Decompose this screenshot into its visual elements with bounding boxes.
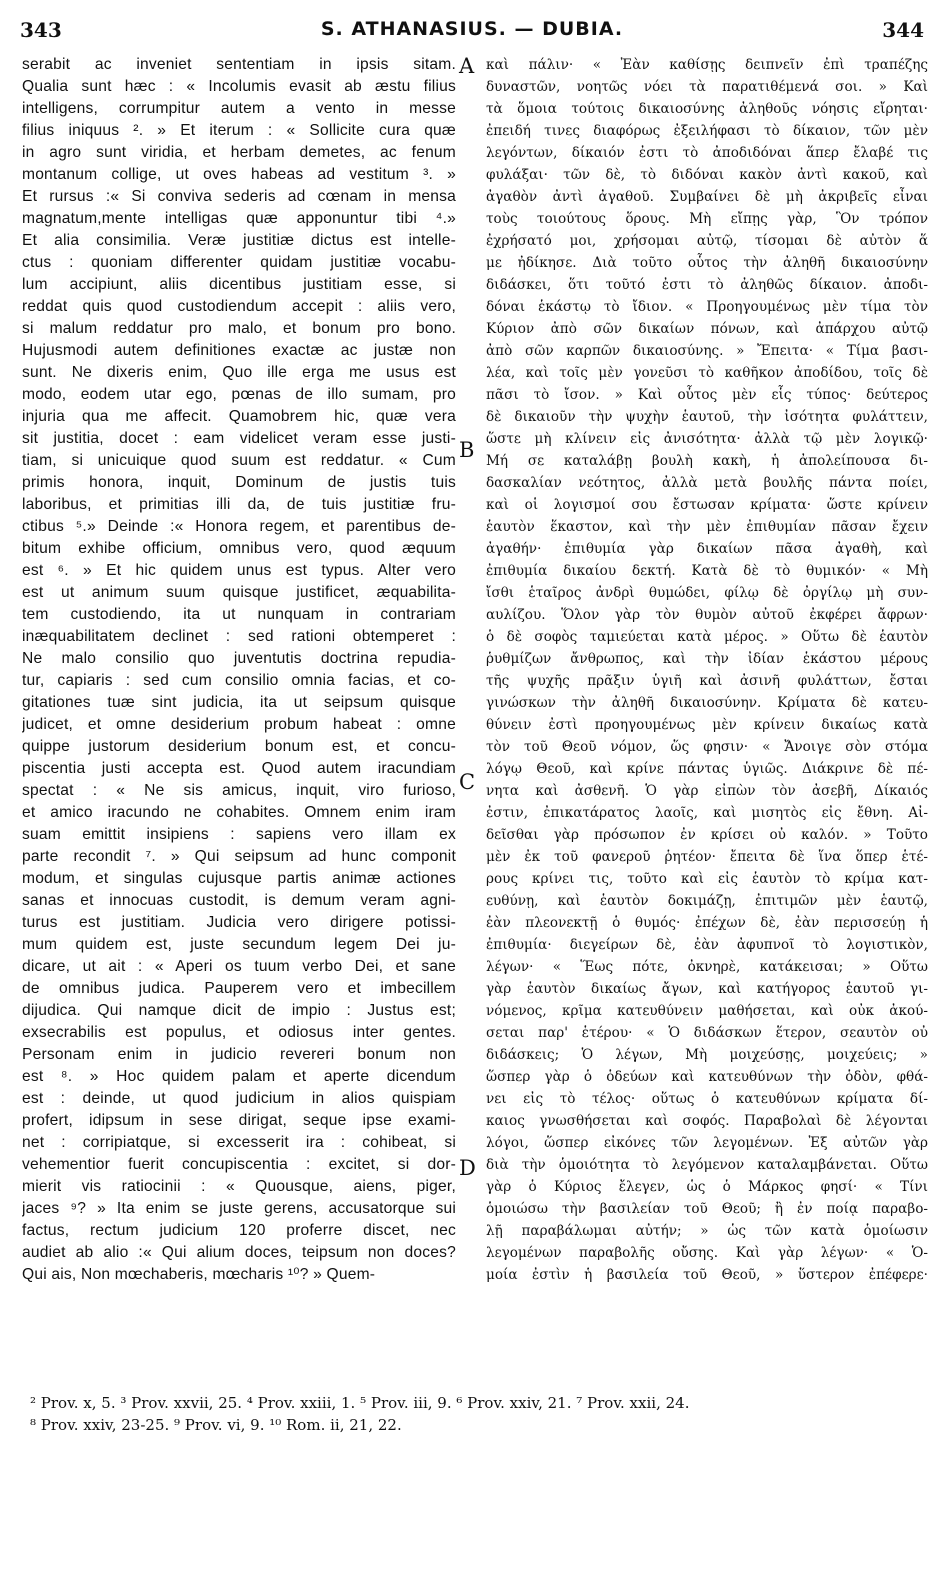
greek-text-line: ὥστε μὴ κλίνειν εἰς ἀνισότητα· ἀλλὰ τῷ μὲν λογικῷ· [486, 431, 928, 447]
latin-text-line: sanas et innocuas custodit, is demum veram agni- [22, 892, 456, 909]
latin-text-line: injuria qua me affecit. Quamobrem hic, quæ vera [22, 408, 456, 425]
latin-text-line: quippe justorum desiderium bonum est, et concu- [22, 738, 456, 755]
latin-text-line: in agro sunt viridia, et herbam demetes, ac fenum [22, 144, 456, 161]
footnote-line: ⁸ Prov. xxiv, 23-25. ⁹ Prov. vi, 9. ¹⁰ Rom. ii, 21, 22. [30, 1416, 402, 1434]
latin-text-line: ctibus ⁵.» Deinde :« Honora regem, et parentibus de- [22, 518, 456, 535]
latin-text-line: Qui ais, Non mœchaberis, mœcharis ¹⁰? » Quem- [22, 1266, 376, 1283]
latin-text-line: mum quidem est, juste secundum legem Dei ju- [22, 936, 456, 953]
latin-text-line: filius iniquus ². » Et iterum : « Sollicite cura quæ [22, 122, 456, 139]
latin-text-line: net : corripiatque, si excesserit ira : cohibeat, si [22, 1134, 456, 1151]
latin-text-line: Qualia sunt hæc : « Incolumis evasit ab æstu filius [22, 78, 456, 95]
greek-text-line: λέγων· « Ἕως πότε, ὀκνηρὲ, κατάκεισαι; » Οὕτω [486, 959, 928, 975]
greek-text-line: λεγομένων παραβολῆς οὔσης. Καὶ γὰρ λέγων· « Ὁ- [486, 1245, 928, 1261]
latin-text-line: primis honora, inquit, Dominum de justis tuis [22, 474, 456, 491]
latin-text-line: profert, idipsum in sese dirigat, seque ipse exami- [22, 1112, 456, 1129]
latin-text-line: Ne malo consilio quo juventutis doctrina repudia- [22, 650, 456, 667]
greek-text-line: ὥσπερ γὰρ ὁ ὁδεύων καὶ κατευθύνων τὴν ὁδὸν, φθά- [486, 1069, 928, 1085]
section-marker-a: A [459, 54, 475, 78]
running-title: S. ATHANASIUS. — DUBIA. [320, 18, 624, 40]
latin-text-line: dicare, ut ait : « Aperi os tuum verbo Dei, et sane [22, 958, 456, 975]
greek-text-line: δὲ δικαιοῦν τὴν ψυχὴν ἑαυτοῦ, τὴν ἰσότητα φυλάττειν, [486, 409, 928, 425]
latin-text-line: suam emittit insipiens : sapiens vero illam ex [22, 826, 456, 843]
running-header [20, 14, 924, 44]
right-column-number: 344 [882, 18, 924, 42]
greek-text-line: ἀγαθὸν ἀντὶ ἀγαθοῦ. Συμβαίνει δὲ μὴ ἀκριβεῖς εἶναι [486, 189, 928, 205]
greek-column [486, 54, 928, 1286]
greek-text-line: νόμενος, κρῖμα κατευθύνειν μαθήσεται, καὶ οὐκ ἀκού- [486, 1003, 928, 1019]
greek-text-line: ὁ δὲ σοφὸς ταμιεύεται κατὰ μέρος. » Οὕτω δὲ ἑαυτὸν [486, 629, 928, 645]
latin-text-line: piscentia justi accepta est. Quod autem iracundiam [22, 760, 456, 777]
greek-text-line: ἐπειδή τινες διαφόρως ἐξειλήφασι τὸ δίκαιον, τῶν μὲν [486, 123, 928, 139]
latin-text-line: Personam enim in judicio revereri bonum non [22, 1046, 456, 1063]
latin-text-line: mierit vis ratiocinii : « Quousque, aiens, piger, [22, 1178, 456, 1195]
latin-text-line: ctus : quoniam differenter quidam justitiæ vocabu- [22, 254, 456, 271]
greek-text-line: δυναστῶν, νοητῶς νόει τὰ παρατιθέμενά σοι. » Καὶ [486, 79, 928, 95]
section-marker-d: D [459, 1156, 476, 1180]
greek-text-line: Κύριον ἀπὸ σῶν δικαίων πόνων, καὶ ἀπάρχου αὐτῷ [486, 321, 928, 337]
greek-text-line: λεγόντων, δίκαιόν ἐστι τὸ ἀποδιδόναι ἅπερ ἔλαβέ τις [486, 145, 928, 161]
latin-text-line: modum, et singulas cujusque partis animæ actiones [22, 870, 456, 887]
greek-text-line: δεῖσθαι γὰρ πρόσωπον ἐν κρίσει οὐ καλόν. » Τοῦτο [486, 827, 928, 843]
latin-text-line: Hujusmodi autem definitiones exactæ ac justæ non [22, 342, 456, 359]
latin-text-line: factus, rectum judicium 120 proferre discet, nec [22, 1222, 456, 1239]
latin-text-line: dijudica. Qui namque dicit de impio : Justus est; [22, 1002, 456, 1019]
latin-text-line: est ⁸. » Hoc quidem palam et aperte dicendum [22, 1068, 456, 1085]
latin-text-line: tiam, si unicuique quod suum est reddatur. « Cum [22, 452, 456, 469]
greek-text-line: ἐὰν πλεονεκτῇ ὁ θυμός· ἐπέχων δὲ, ἐὰν περισσεύῃ ἡ [486, 915, 928, 931]
latin-text-line: est ut animum suum quisque justificet, æquabilita- [22, 584, 456, 601]
latin-text-line: lum accipiunt, aliis dicentibus justitiam esse, si [22, 276, 456, 293]
greek-text-line: ἐπιθυμία· διεγείρων δὲ, ἐὰν ἀφυπνοῖ τὸ λογιστικὸν, [486, 937, 928, 953]
latin-text-line: reddat quis quod custodiendum accepit : aliis vero, [22, 298, 456, 315]
greek-text-line: με ἠδίκησε. Διὰ τοῦτο οὗτος τὴν ἀληθῆ δικαιοσύνην [486, 255, 928, 271]
greek-text-line: ρους κρίνει τις, τοῦτο καὶ εἰς ἑαυτὸν τὸ κρίμα κατ- [486, 871, 928, 887]
latin-text-line: tem custodiendo, ita ut nunquam in contrariam [22, 606, 456, 623]
greek-text-line: διὰ τὴν ὁμοιότητα τὸ λεγόμενον καταλαμβάνεται. Οὕτω [486, 1157, 928, 1173]
greek-text-line: καὶ πάλιν· « Ἐὰν καθίσῃς δειπνεῖν ἐπὶ τραπέζης [486, 57, 928, 73]
latin-text-line: de omnibus judica. Pauperem vero et imbecillem [22, 980, 456, 997]
greek-text-line: γινώσκων τὴν ἀληθῆ δικαιοσύνην. Κρίματα δὲ κατευ- [486, 695, 928, 711]
greek-text-line: ἑαυτὸν ἕκαστον, καὶ τὴν μὲν ἐπιθυμίαν πᾶσαν ἔχειν [486, 519, 928, 535]
greek-text-line: μοία ἐστὶν ἡ βασιλεία τοῦ Θεοῦ, » ὕστερον ἐπέφερε· [486, 1267, 928, 1283]
greek-text-line: δασκαλίαν νεότητος, ἀλλὰ μετὰ βουλῆς πάντα ποίει, [486, 475, 928, 491]
greek-text-line: ἐπιθυμία δικαίου δεκτή. Κατὰ δὲ τὸ θυμικόν· « Μὴ [486, 563, 928, 579]
section-marker-c: C [459, 770, 476, 794]
greek-text-line: γὰρ ὁ Κύριος ἔλεγεν, ὡς ὁ Μάρκος φησί· « Τίνι [486, 1179, 928, 1195]
latin-text-line: judicet, et omne desiderium probum habeat : omne [22, 716, 456, 733]
greek-text-line: μὲν ἐκ τοῦ φανεροῦ ῥητέον· ἔπειτα δὲ ἵνα ὅπερ ἑτέ- [486, 849, 928, 865]
greek-text-line: καιος γνωσθήσεται καὶ σοφός. Παραβολαὶ δὲ λέγονται [486, 1113, 928, 1129]
greek-text-line: Μή σε καταλάβῃ βουλὴ κακὴ, ἡ ἀπολείπουσα δι- [486, 453, 928, 469]
latin-text-line: audiet ab alio :« Qui alium doces, teipsum non doces? [22, 1244, 456, 1261]
footnotes [30, 1392, 925, 1436]
latin-text-line: sunt. Ne dixeris enim, Quo ille erga me usus est [22, 364, 456, 381]
greek-text-line: ῥυθμίζων ἄνθρωπος, καὶ τὴν ἰδίαν ἑκάστου μέρους [486, 651, 928, 667]
latin-text-line: gitationes tuæ sint judicia, ita ut seipsum quisque [22, 694, 456, 711]
greek-text-line: καὶ οἱ λογισμοί σου ἔστωσαν κρίματα· ὥστε κρίνειν [486, 497, 928, 513]
latin-text-line: laboribus, et primitias illi da, de tuis justitiæ fru- [22, 496, 456, 513]
latin-text-line: magnatum,mente intelligas quæ apponuntur tibi ⁴.» [22, 210, 456, 227]
latin-text-line: Et alia consimilia. Veræ justitiæ dictus est intelle- [22, 232, 456, 249]
latin-text-line: inæquabilitatem declinet : sed rationi obtemperet : [22, 628, 456, 645]
greek-text-line: τὰ ὅμοια τούτοις δικαιοσύνης ἀληθοῦς νόησις εἴρηται· [486, 101, 928, 117]
greek-text-line: νει εἰς τὸ τέλος· οὕτως ὁ κατευθύνων κρίματα δί- [486, 1091, 928, 1107]
greek-text-line: τὸν τοῦ Θεοῦ νόμον, ὥς φησιν· « Ἄνοιγε σὸν στόμα [486, 739, 928, 755]
greek-text-line: σεται παρ' ἑτέρου· « Ὁ διδάσκων ἕτερον, σεαυτὸν οὐ [486, 1025, 928, 1041]
latin-column [22, 54, 456, 1286]
greek-text-line: δόναι ἑκάστῳ τὸ ἴδιον. « Προηγουμένως μὲν τίμα τὸν [486, 299, 928, 315]
latin-text-line: turus est justitiam. Judicia vero dirigere potissi- [22, 914, 456, 931]
latin-text-line: modo, eodem utar ego, pœnas de illo sumam, pro [22, 386, 456, 403]
latin-text-line: Et rursus :« Si conviva sederis ad cœnam in mensa [22, 188, 456, 205]
latin-text-line: sit justitia, docet : eam videlicet veram esse justi- [22, 430, 456, 447]
left-column-number: 343 [20, 18, 62, 42]
greek-text-line: ἴσθι ἑταῖρος ἀνδρὶ θυμώδει, φίλῳ δὲ ὀργίλῳ μὴ συν- [486, 585, 928, 601]
footnote-line: ² Prov. x, 5. ³ Prov. xxvii, 25. ⁴ Prov. xxiii, 1. ⁵ Prov. iii, 9. ⁶ Prov. xxiv, 21. ⁷ Prov. xxii, 24. [30, 1394, 690, 1412]
greek-text-line: λέα, καὶ τοῖς μὲν γονεῦσι τὸ καθῆκον ἀποδίδου, τοῖς δὲ [486, 365, 928, 381]
latin-text-line: serabit ac inveniet sententiam in ipsis sitam. [22, 56, 456, 73]
greek-text-line: ὁμοιώσω τὴν βασιλείαν τοῦ Θεοῦ; ἢ ἐν ποίᾳ παραβο- [486, 1201, 928, 1217]
latin-text-line: montanum collige, ut oves habeas ad vestitum ³. » [22, 166, 456, 183]
greek-text-line: ἀπὸ σῶν καρπῶν δικαιοσύνης. » Ἔπειτα· « Τίμα βασι- [486, 343, 928, 359]
greek-text-line: ἀγαθήν· ἐπιθυμία γὰρ δικαίων πᾶσα ἀγαθὴ, καὶ [486, 541, 928, 557]
greek-text-line: φυλάξαι· τῶν δὲ, τὸ διδόναι κακὸν ἀντὶ κακοῦ, καὶ [486, 167, 928, 183]
latin-text-line: spectat : « Ne sis amicus, inquit, viro furioso, [22, 782, 456, 799]
latin-text-line: et amico iracundo ne cohabites. Omnem enim iram [22, 804, 456, 821]
greek-text-line: θύνειν ἐστὶ προηγουμένως μὲν κρίνειν δικαίως κατὰ [486, 717, 928, 733]
greek-text-line: αυλίζου. Ὅλον γὰρ τὸν θυμὸν αὐτοῦ ἐκφέρει ἄφρων· [486, 607, 928, 623]
latin-text-line: vehementior fuerit concupiscentia : excitet, si dor- [22, 1156, 456, 1173]
latin-text-line: est ⁶. » Et hic quidem unus est typus. Alter vero [22, 562, 456, 579]
greek-text-line: λόγῳ Θεοῦ, καὶ κρίνε πάντας ὑγιῶς. Διάκρινε δὲ πέ- [486, 761, 928, 777]
greek-text-line: λόγοι, ὥσπερ εἰκόνες τῶν λεγομένων. Ἐξ αὐτῶν γὰρ [486, 1135, 928, 1151]
greek-text-line: πᾶσι τὸ ἴσον. » Καὶ οὗτος μὲν εἷς τύπος· δεύτερος [486, 387, 928, 403]
latin-text-line: bitum exhibe officium, omnibus vero, quod æquum [22, 540, 456, 557]
greek-text-line: τῆς ψυχῆς πρᾶξιν ὑγιῆ καὶ ἀσινῆ φυλάττων, ἔσται [486, 673, 928, 689]
latin-text-line: exsecrabilis est populus, et odiosus inter gentes. [22, 1024, 456, 1041]
section-marker-b: B [459, 438, 475, 462]
latin-text-line: jaces ⁹? » Ita enim se juste gerens, accusatorque sui [22, 1200, 456, 1217]
latin-text-line: tur, capiaris : sed cum consilio omnia facias, et co- [22, 672, 456, 689]
latin-text-line: est : deinde, ut quod judicium in alios quispiam [22, 1090, 456, 1107]
latin-text-line: si malum reddatur pro malo, et bonum pro bono. [22, 320, 456, 337]
greek-text-line: διδάσκει, ὅτι τοῦτό ἐστι τὸ ἀληθῶς δίκαιον. ἀποδι- [486, 277, 928, 293]
greek-text-line: ἐχρήσατό μοι, χρήσομαι αὐτῷ, τίσομαι δὲ αὐτὸν ἅ [486, 233, 928, 249]
latin-text-line: intelligens, corrumpitur autem a vento in messe [22, 100, 456, 117]
greek-text-line: λῇ παραβάλωμαι αὐτήν; » ὡς τῶν κατὰ ὁμοίωσιν [486, 1223, 928, 1239]
greek-text-line: ευθύνῃ, καὶ ἑαυτὸν δοκιμάζῃ, ἐπιτιμῶν μὲν ἑαυτῷ, [486, 893, 928, 909]
greek-text-line: γὰρ ἑαυτὸν δικαίως ἄγων, καὶ κατήγορος ἑαυτοῦ γι- [486, 981, 928, 997]
greek-text-line: νητα καὶ ἀσθενῆ. Ὁ γὰρ εἰπὼν τὸν ἀσεβῆ, Δίκαιός [486, 783, 928, 799]
latin-text-line: parte recondit ⁷. » Qui seipsum ad hunc componit [22, 848, 456, 865]
greek-text-line: τοὺς τοιούτους ὅρους. Μὴ εἴπῃς γὰρ, Ὃν τρόπον [486, 211, 928, 227]
greek-text-line: ἐστιν, ἐπικατάρατος λαοῖς, καὶ μισητὸς εἰς ἔθνη. Αἰ- [486, 805, 928, 821]
greek-text-line: διδάσκεις; Ὁ λέγων, Μὴ μοιχεύσῃς, μοιχεύεις; » [486, 1047, 928, 1063]
